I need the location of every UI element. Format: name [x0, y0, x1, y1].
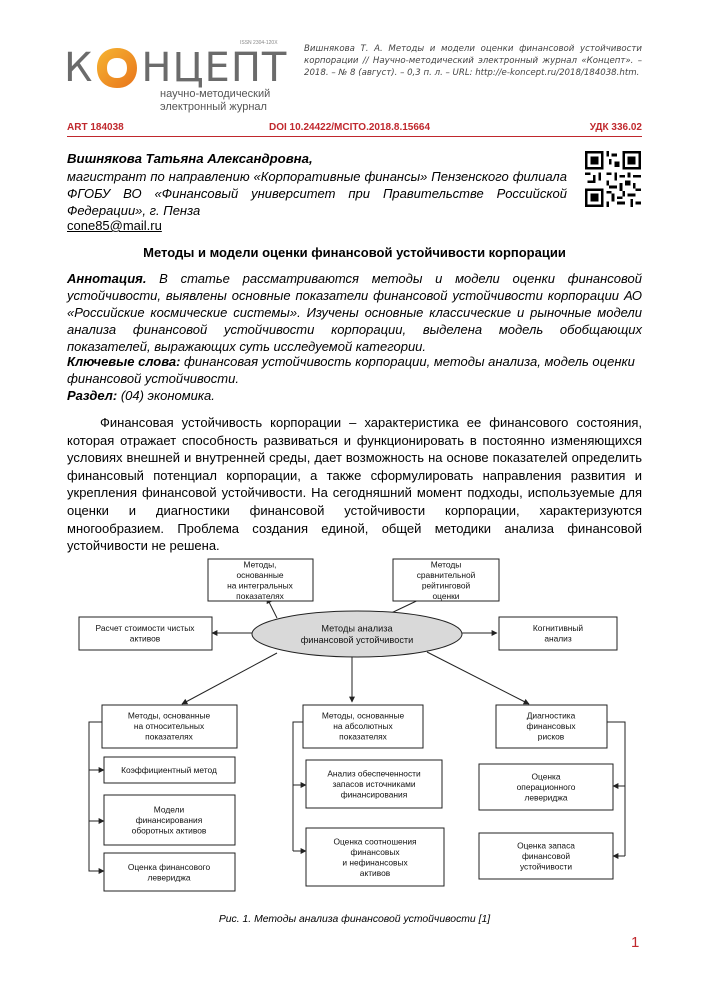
body-paragraph: Финансовая устойчивость корпорации – характеристика ее финансового состояния, которая отражает способность развиваться и функционировать в постоянно изменяющихся условиях внешней и внутренней среды, дает возможность на основе показателей определить финансовый потенциал корпорации, а также сформулировать направления развития и укрепления финансовой устойчивости. На сегодняшний момент подходы, используемые для оценки и диагностики финансовой устойчивости корпорации, характеризуются многообразием. Проблема создания единой, общей методики анализа финансовой устойчивости не решена.	[67, 415, 642, 554]
author-affiliation: магистрант по направлению «Корпоративные финансы» Пензенского филиала ФГОБУ ВО «Финансовый университет при Правительстве Российской Федерации», г. Пенза	[67, 169, 567, 218]
logo-subtitle-2: электронный журнал	[160, 101, 267, 113]
section-label: Раздел:	[67, 388, 118, 403]
logo-ring-icon	[95, 46, 139, 90]
diagram-inventory-label: Анализ обеспеченности запасов источниками финансирования	[327, 768, 421, 800]
qr-code-icon	[585, 151, 641, 207]
section-line	[67, 387, 642, 404]
keywords	[67, 353, 642, 387]
logo-letter-k: К	[64, 45, 94, 91]
logo-subtitle-1: научно-методический	[160, 88, 271, 100]
diagram-working-capital-label: Модели финансирования оборотных активов	[131, 804, 207, 836]
diagram-coefficient-label: Коэффициентный метод	[121, 765, 217, 775]
abstract-label: Аннотация.	[67, 271, 147, 286]
diagram-stability-margin-label: Оценка запаса финансовой устойчивости	[517, 840, 575, 872]
diagram-relative-label: Методы, основанные на относительных показателях	[127, 710, 211, 742]
diagram-asset-ratio-label: Оценка соотношения финансовых и нефинансовых активов	[333, 836, 417, 878]
diagram-risk-label: Диагностика финансовых рисков	[526, 710, 576, 742]
diagram-operating-leverage-label: Оценка операционного левериджа	[516, 771, 576, 803]
author-email-link[interactable]: cone85@mail.ru	[67, 218, 162, 233]
section-text: (04) экономика.	[117, 388, 215, 403]
doi-label[interactable]: DOI 10.24422/MCITO.2018.8.15664	[269, 122, 431, 133]
diagram-net-assets-label: Расчет стоимости чистых активов	[95, 622, 195, 644]
methods-diagram	[67, 548, 642, 908]
citation-reference: Вишнякова Т. А. Методы и модели оценки финансовой устойчивости корпорации // Научно-методический электронный журнал «Концепт». – 2018. – № 8 (август). – 0,3 п. л. – URL: http://e-koncept.ru/2018/184038.htm.	[304, 44, 642, 78]
logo-letters-rest: НЦЕПТ	[141, 45, 288, 91]
diagram-rating-label: Методы сравнительной рейтинговой оценки	[416, 559, 476, 601]
author-name: Вишнякова Татьяна Александровна,	[67, 151, 313, 166]
abstract-text: В статье рассматриваются методы и модели оценки финансовой устойчивости, выявлены основные показатели финансовой устойчивости корпорации АО «Российские космические системы». Изучены основные классические и рыночные модели анализа финансовой устойчивости корпорации, выделена модель обобщающих показателей, выражающих суть исследуемой категории.	[67, 271, 642, 354]
article-title: Методы и модели оценки финансовой устойчивости корпорации	[143, 245, 566, 260]
diagram-integral-label: Методы, основанные на интегральных показателях	[227, 559, 293, 601]
page-number: 1	[631, 934, 640, 951]
keywords-text: финансовая устойчивость корпорации, методы анализа, модель оценки финансовой устойчивости.	[67, 354, 635, 386]
diagram-absolute-label: Методы, основанные на абсолютных показателях	[321, 710, 405, 742]
keywords-label: Ключевые слова:	[67, 354, 181, 369]
figure-caption: Рис. 1. Методы анализа финансовой устойчивости [1]	[218, 914, 491, 925]
header-divider	[67, 136, 642, 137]
diagram-financial-leverage-label: Оценка финансового левериджа	[127, 861, 211, 883]
diagram-cognitive-label: Когнитивный анализ	[532, 622, 584, 644]
udk-label: УДК 336.02	[589, 122, 642, 133]
abstract	[67, 270, 642, 355]
issn-label: ISSN 2304-120X	[240, 40, 278, 46]
journal-logo	[64, 40, 288, 116]
art-number: ART 184038	[67, 122, 124, 133]
diagram-center-label: Методы анализа финансовой устойчивости	[300, 623, 414, 645]
logo-wordmark	[64, 46, 287, 90]
